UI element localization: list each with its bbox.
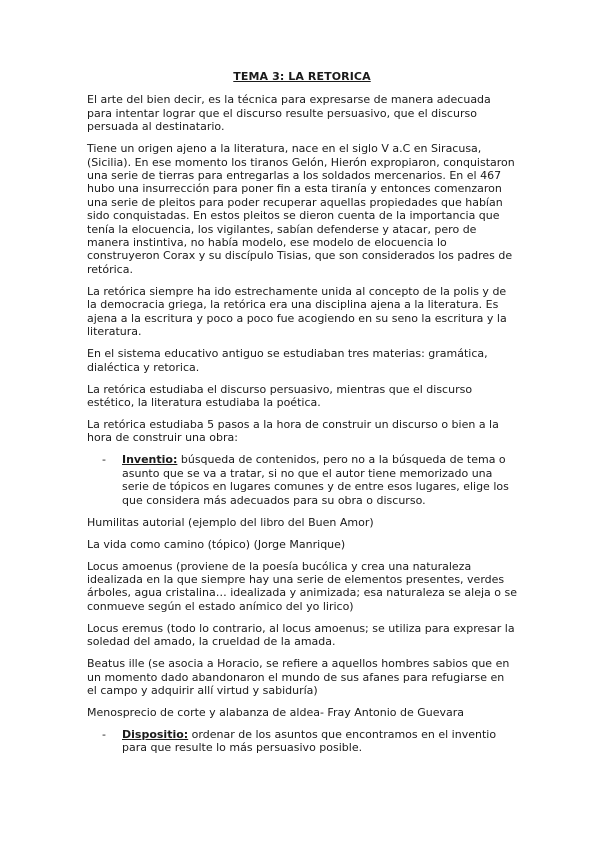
paragraph-locus-amoenus: Locus amoenus (proviene de la poesía bucólica y crea una naturaleza idealizada en la que siempre hay una serie de elementos presentes, verdes árboles, agua cristalina… idealizada y animizada; esa naturaleza se aleja o se conmueve según el estado anímico del yo lirico): [87, 559, 517, 613]
document-title: TEMA 3: LA RETORICA: [233, 70, 371, 83]
bullet-dash: -: [102, 727, 106, 741]
term-inventio: Inventio:: [122, 453, 178, 467]
list-item-text: [122, 728, 517, 755]
inventio-description: búsqueda de contenidos, pero no a la búsqueda de tema o asunto que se va a tratar, si no que el autor tiene memorizado una serie de tópicos en lugares comunes y de entre esos lugares, elige los que considera más adecuados para su obra o discurso.: [122, 453, 509, 507]
list-item-inventio: [87, 453, 517, 507]
paragraph-menosprecio: Menosprecio de corte y alabanza de aldea- Fray Antonio de Guevara: [87, 705, 465, 719]
paragraph-locus-eremus: Locus eremus (todo lo contrario, al locus amoenus; se utiliza para expresar la soledad del amado, la crueldad de la amada.: [87, 621, 515, 649]
term-dispositio: Dispositio:: [122, 727, 189, 741]
paragraph-persuasive: La retórica estudiaba el discurso persuasivo, mientras que el discurso estético, la literatura estudiaba la poética.: [87, 382, 473, 409]
list-item-text: [122, 453, 517, 507]
paragraph-polis: La retórica siempre ha ido estrechamente unida al concepto de la polis y de la democracia griega, la retórica era una disciplina ajena a la literatura. Es ajena a la escritura y poco a poco fue acogiendo en su seno la escritura y la literatura.: [87, 284, 507, 339]
paragraph-origin: Tiene un origen ajeno a la literatura, nace en el siglo V a.C en Siracusa, (Sicilia). En ese momento los tiranos Gelón, Hierón expropiaron, conquistaron una serie de tierras para entregarlas a los soldados mercenarios. En el 467 hubo una insurrección para poner fin a esta tiranía y entonces comenzaron una serie de pleitos para poder recuperar aquellas propiedades que habían sido conquistadas. En estos pleitos se dieron cuenta de la importancia que tenía la elocuencia, los vigilantes, sabían defenderse y atacar, pero de manera instintiva, no había modelo, ese modelo de elocuencia lo construyeron Corax y su discípulo Tisias, que son considerados los padres de retórica.: [87, 142, 515, 276]
bullet-dash: -: [102, 453, 106, 467]
paragraph-five-steps: La retórica estudiaba 5 pasos a la hora de construir un discurso o bien a la hora de construir una obra:: [87, 417, 499, 445]
paragraph-education: En el sistema educativo antiguo se estudiaban tres materias: gramática, dialéctica y retorica.: [87, 347, 488, 374]
paragraph-beatus-ille: Beatus ille (se asocia a Horacio, se refiere a aquellos hombres sabios que en un momento dado abandonaron el mundo de sus afanes para refugiarse en el campo y adquirir allí virtud y sabiduría): [87, 657, 510, 697]
paragraph-humilitas: Humilitas autorial (ejemplo del libro del Buen Amor): [87, 515, 374, 529]
document-body: [87, 70, 517, 763]
paragraph-definition: El arte del bien decir, es la técnica para expresarse de manera adecuada para intentar lograr que el discurso resulte persuasivo, que el discurso persuada al destinatario.: [87, 93, 491, 134]
dispositio-description: ordenar de los asuntos que encontramos en el inventio para que resulte lo más persuasivo posible.: [122, 727, 497, 755]
paragraph-vida-camino: La vida como camino (tópico) (Jorge Manrique): [87, 537, 346, 551]
list-item-dispositio: [87, 728, 517, 755]
